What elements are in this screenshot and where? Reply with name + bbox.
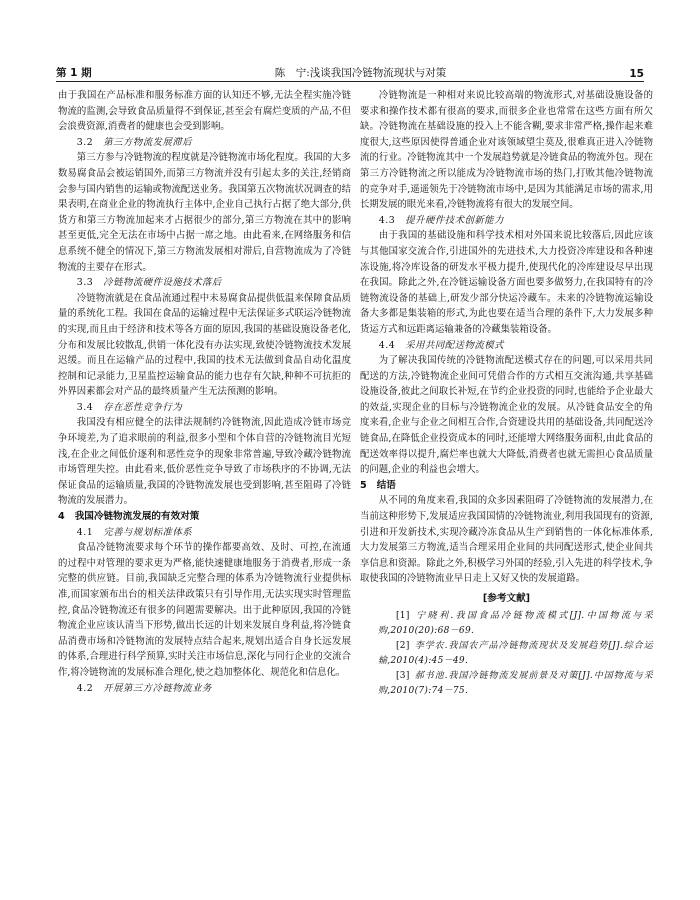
paragraph: 我国没有相应健全的法律法规制约冷链物流,因此造成冷链市场竞争环境差,为了追求眼前的利益,很多小型和个体自营的冷链物流目光短浅,在企业之间低价逐利和恶性竞争的现象非常普遍,导致冷藏冷链物流市场管理失控。由此看来,低价恶性竞争导致了市场秩序的不协调,无法保证食品的运输质量,我国的冷链物流发展也受到影响,甚至阻碍了冷链物流的发展潜力。: [58, 417, 351, 507]
left-column: [58, 88, 351, 696]
paragraph: 冷链物流是一种相对来说比较高端的物流形式,对基础设施设备的要求和操作技术都有很高的要求,而很多企业也常常在这些方面有所欠缺。冷链物流在基础设施的投入上不能含糊,要求非常严格,操作起来难度很大,这些原因使得普通企业对该领域望尘莫及,很难真正进入冷链物流的行业。冷链物流其中一个发展趋势就是冷链食品的物流外包。现在第三方冷链物流之所以能成为冷链物流市场的热门,打败其他冷链物流的竞争对手,遥遥领先于冷链物流市场中,是因为其能满足市场的需求,用长期发展的眼光来看,冷链物流将有很大的发展空间。: [360, 90, 653, 211]
reference-item: [1] 宁晓利.我国食品冷链物流模式[J].中国物流与采购,2010(20):68－69.: [378, 610, 653, 636]
page-number: 15: [629, 68, 644, 80]
subsection-heading-3-4: 3.4 存在恶性竞争行为: [76, 401, 183, 413]
issue-label: 第 1 期: [56, 67, 92, 79]
section-heading-4: 4 我国冷链物流发展的有效对策: [58, 511, 200, 523]
paragraph: 由于我国在产品标准和服务标准方面的认知还不够,无法全程实施冷链物流的监测,会导致食品质量得不到保证,甚至会有腐烂变质的产品,不但会浪费资源,消费者的健康也会受到影响。: [58, 90, 351, 133]
paragraph: 冷链物流就是在食品流通过程中未易腐食品提供低温来保障食品质量的系统化工程。我国在食品的运输过程中无法保证多式联运冷链物流的实现,而且由于经济和技术等各方面的原因,我国的基础设施设备老化,分布和发展比较散乱,供销一体化没有办法实现,致使冷链物流技术发展迟缓。而且在运输产品的过程中,我国的技术无法做到食品自动化温度控制和记录能力,卫星监控运输食品的能力也存有欠缺,种种不可抗拒的外界因素都会对产品的最终质量产生无法预测的影响。: [58, 292, 351, 398]
header-rule: [56, 81, 644, 82]
running-title: 陈 宁:浅谈我国冷链物流现状与对策: [274, 67, 447, 79]
reference-item: [3] 郝书池.我国冷链物流发展前景及对策[J].中国物流与采购,2010(7):74－75.: [378, 670, 653, 696]
subsection-heading-4-3: 4.3 提升硬件技术创新能力: [378, 214, 504, 226]
paragraph: 由于我国的基础设施和科学技术相对外国来说比较落后,因此应该与其他国家交流合作,引进国外的先进技术,大力投资冷库建设和各种速冻设施,将冷库设备的研发水平极力提升,使现代化的冷库建设尽早出现在我国。除此之外,在冷链运输设备方面也要多做努力,在我国特有的冷链物流设备的基础上,研发少部分快运冷藏车。未来的冷链物流运输设备大多都是集装箱的形式,为此也要在适当合理的条件下,大力发展多种货运方式和远距离运输兼备的冷藏集装箱设备。: [360, 230, 653, 335]
section-heading-5: 5 结语: [360, 479, 396, 491]
subsection-heading-3-2: 3.2 第三方物流发展滞后: [76, 136, 193, 148]
paragraph: 食品冷链物流要求每个环节的操作都要高效、及时、可控,在流通的过程中对管理的要求更为严格,能快速健康地服务于消费者,形成一条完整的供应链。目前,我国缺乏完整合理的体系为冷链物流行业提供标准,而国家颁布出台的相关法律政策只有引导作用,无法实现实时管理监控,食品冷链物流还有很多的问题需要解决。出于此种原因,我国的冷链物流企业应该认清当下形势,做出长远的计划来发展自身利益,将冷链食品消费市场和冷链物流的发展特点结合起来,规划出适合自身长远发展的体系,合理进行科学预算,实时关注市场信息,深化与同行企业的交流合作,将冷链物流的发展标准合理化,使之趋加整体化、规范化和信息化。: [58, 542, 351, 678]
subsection-heading-4-4: 4.4 采用共同配送物流模式: [378, 339, 504, 351]
subsection-heading-4-1: 4.1 完善与规划标准体系: [76, 526, 193, 538]
paragraph: 第三方参与冷链物流的程度就是冷链物流市场化程度。我国的大多数易腐食品会被运销国外,而第三方物流并没有引起太多的关注,经销商会参与国内销售的运输或物流配送业务。我国第五次物流状况调查的结果表明,在商业企业的物流执行主体中,企业自己执行占据了绝大部分,供货方和第三方物流加起来才占据很少的部分,第三方物流在其中的影响甚至更低,完全无法在市场中占据一席之地。由此看来,在网络服务和信息系统不健全的情况下,第三方物流发展相对滞后,自营物流成为了冷链物流的主要存在形式。: [58, 152, 351, 273]
subsection-heading-3-3: 3.3 冷链物流硬件设施技术落后: [76, 277, 222, 289]
reference-item: [2] 李学农.我国农产品冷链物流现状及发展趋势[J].综合运输,2010(4):45－49.: [378, 640, 653, 666]
subsection-heading-4-2: 4.2 开展第三方冷链物流业务: [76, 682, 212, 694]
right-column: [360, 88, 653, 699]
references-heading: [参考文献]: [482, 593, 531, 604]
paragraph: 从不同的角度来看,我国的众多因素阻碍了冷链物流的发展潜力,在当前这种形势下,发展适应我国国情的冷链物流业,利用我国现有的资源,引进和开发新技术,实现冷藏冷冻食品从生产到销售的一体化标准体系,大力发展第三方物流,适当合理采用企业间的共同配送形式,使企业间共享信息和资源。除此之外,积极学习外国的经验,引入先进的科学技术,争取使我国的冷链物流业早日走上又好又快的发展道路。: [360, 495, 653, 585]
paragraph: 为了解决我国传统的冷链物流配送模式存在的问题,可以采用共同配送的方法,冷链物流企业间可凭借合作的方式相互交流沟通,共享基础设施设备,彼此之间取长补短,在节约企业投资的同时,也能给予企业最大的效益,实现企业的目标与冷链物流企业的发展。从冷链食品安全的角度来看,企业与企业之间相互合作,合资建设共用的基础设备,共同配送冷链食品,在降低企业投资成本的同时,还能增大网络服务面积,由此食品的配送效率得以提升,腐烂率也就大大降低,消费者也就无需担心食品质量的问题,企业的利益也会增大。: [360, 355, 653, 476]
running-header: [56, 60, 644, 80]
